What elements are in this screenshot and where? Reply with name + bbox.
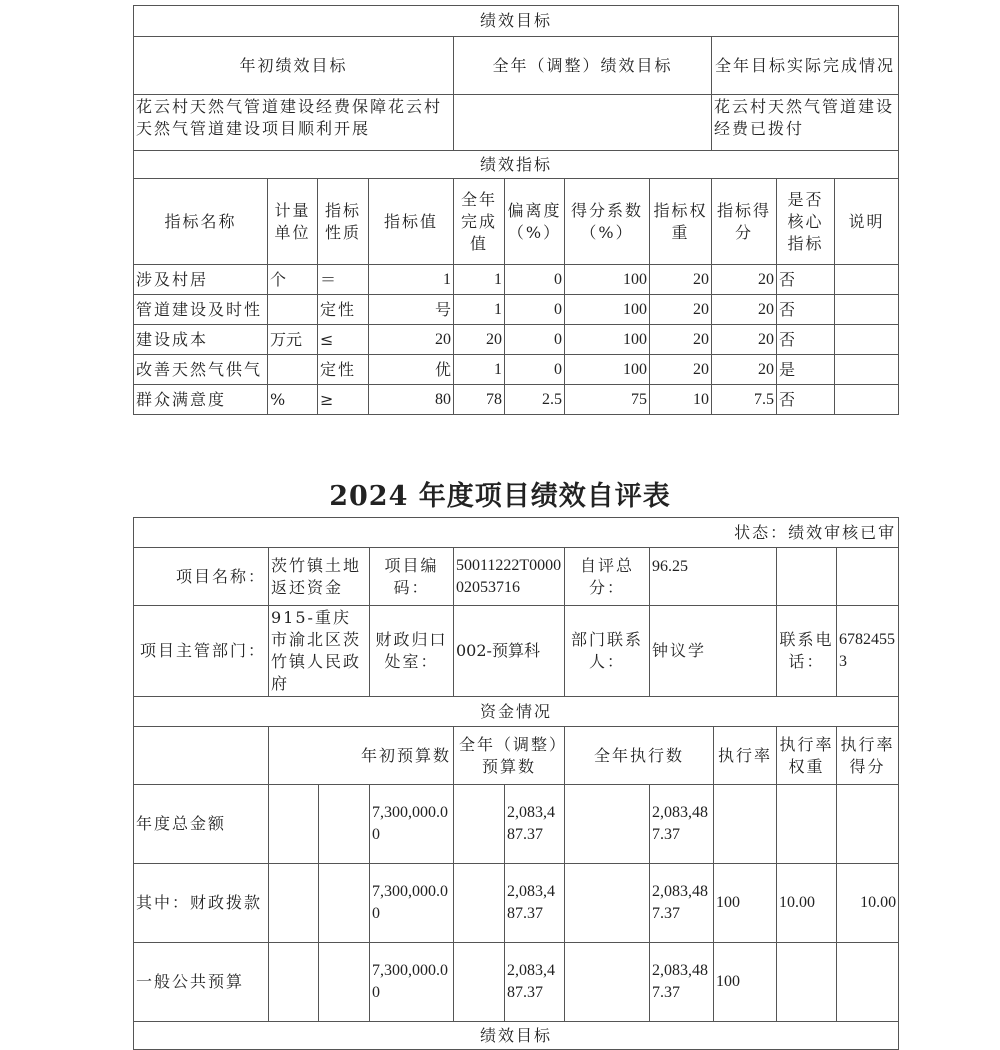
indicator-name: 改善天然气供气	[134, 355, 268, 385]
fund-initial: 7,300,000.00	[370, 785, 454, 864]
indicator-unit	[268, 355, 318, 385]
header-core: 是否核心指标	[777, 179, 835, 265]
indicator-coefficient: 100	[565, 295, 650, 325]
fund-executed: 2,083,487.37	[650, 785, 714, 864]
dept-value: 915-重庆市渝北区茨竹镇人民政府	[269, 606, 370, 697]
indicator-deviation: 0	[505, 355, 565, 385]
phone-value: 67824553	[837, 606, 899, 697]
indicator-unit	[268, 295, 318, 325]
indicator-coefficient: 100	[565, 355, 650, 385]
header-note: 说明	[835, 179, 899, 265]
indicator-target: 号	[369, 295, 454, 325]
finance-value: 002-预算科	[454, 606, 565, 697]
header-weight: 指标权重	[650, 179, 712, 265]
fund-row-label: 一般公共预算	[134, 943, 269, 1022]
indicator-nature: ＝	[318, 265, 369, 295]
indicator-weight: 20	[650, 295, 712, 325]
indicator-nature: ≤	[318, 325, 369, 355]
empty-cell	[565, 785, 650, 864]
empty-cell	[319, 943, 370, 1022]
header-done: 全年完成值	[454, 179, 505, 265]
dept-label: 项目主管部门：	[134, 606, 269, 697]
table-row	[134, 785, 899, 864]
fund-row-label: 其中：财政拨款	[134, 864, 269, 943]
indicator-done: 1	[454, 355, 505, 385]
indicator-note	[835, 325, 899, 355]
empty-cell	[319, 864, 370, 943]
fund-initial: 7,300,000.00	[370, 864, 454, 943]
fund-rate: 100	[714, 943, 777, 1022]
table-row	[134, 295, 899, 325]
fund-executed: 2,083,487.37	[650, 943, 714, 1022]
fund-row-label: 年度总金额	[134, 785, 269, 864]
fund-rate-score	[837, 943, 899, 1022]
empty-cell	[269, 943, 319, 1022]
indicator-weight: 20	[650, 355, 712, 385]
indicator-deviation: 0	[505, 265, 565, 295]
status-label: 状态：绩效审核已审	[134, 518, 899, 548]
indicator-score: 7.5	[712, 385, 777, 415]
indicator-name: 群众满意度	[134, 385, 268, 415]
header-indicator-name: 指标名称	[134, 179, 268, 265]
indicator-note	[835, 265, 899, 295]
header-rate-weight: 执行率权重	[777, 727, 837, 785]
indicator-unit: %	[268, 385, 318, 415]
indicator-name: 建设成本	[134, 325, 268, 355]
indicator-nature: 定性	[318, 295, 369, 325]
indicator-core: 否	[777, 295, 835, 325]
adjusted-goal-header: 全年（调整）绩效目标	[454, 37, 712, 95]
project-name-value: 茨竹镇土地返还资金	[269, 548, 370, 606]
initial-goal-header: 年初绩效目标	[134, 37, 454, 95]
goals-footer-header: 绩效目标	[134, 1022, 899, 1050]
empty-cell	[565, 943, 650, 1022]
indicator-score: 20	[712, 265, 777, 295]
indicator-note	[835, 385, 899, 415]
page-title: 2024 年度项目绩效自评表	[329, 481, 671, 512]
table-row	[134, 943, 899, 1022]
indicator-deviation: 2.5	[505, 385, 565, 415]
empty-cell	[565, 864, 650, 943]
performance-indicator-table	[133, 5, 899, 415]
indicator-name: 涉及村居	[134, 265, 268, 295]
indicator-nature: 定性	[318, 355, 369, 385]
indicator-target: 1	[369, 265, 454, 295]
header-rate-score: 执行率得分	[837, 727, 899, 785]
indicator-score: 20	[712, 295, 777, 325]
empty-cell	[454, 943, 505, 1022]
header-deviation: 偏离度（%）	[505, 179, 565, 265]
fund-executed: 2,083,487.37	[650, 864, 714, 943]
empty-cell	[454, 785, 505, 864]
indicator-nature: ≥	[318, 385, 369, 415]
header-executed: 全年执行数	[565, 727, 714, 785]
header-nature: 指标性质	[318, 179, 369, 265]
header-score: 指标得分	[712, 179, 777, 265]
indicator-weight: 10	[650, 385, 712, 415]
goals-section-header: 绩效目标	[134, 6, 899, 37]
funds-section-header: 资金情况	[134, 697, 899, 727]
self-score-value: 96.25	[650, 548, 777, 606]
indicator-deviation: 0	[505, 295, 565, 325]
indicator-target: 20	[369, 325, 454, 355]
indicator-done: 78	[454, 385, 505, 415]
contact-label: 部门联系人：	[565, 606, 650, 697]
indicator-name: 管道建设及时性	[134, 295, 268, 325]
indicator-done: 1	[454, 265, 505, 295]
fund-adjusted: 2,083,487.37	[505, 785, 565, 864]
actual-goal-header: 全年目标实际完成情况	[712, 37, 899, 95]
indicator-done: 20	[454, 325, 505, 355]
indicator-weight: 20	[650, 265, 712, 295]
table-row	[134, 325, 899, 355]
project-name-label: 项目名称：	[134, 548, 269, 606]
fund-adjusted: 2,083,487.37	[505, 943, 565, 1022]
initial-goal-text: 花云村天然气管道建设经费保障花云村天然气管道建设项目顺利开展	[134, 95, 454, 151]
header-rate: 执行率	[714, 727, 777, 785]
fund-rate-weight	[777, 785, 837, 864]
header-target: 指标值	[369, 179, 454, 265]
indicator-score: 20	[712, 355, 777, 385]
empty-cell	[837, 548, 899, 606]
table-row	[134, 385, 899, 415]
fund-rate-weight: 10.00	[777, 864, 837, 943]
indicator-done: 1	[454, 295, 505, 325]
indicator-coefficient: 100	[565, 325, 650, 355]
empty-cell	[777, 548, 837, 606]
self-score-label: 自评总分：	[565, 548, 650, 606]
indicators-section-header: 绩效指标	[134, 151, 899, 179]
indicator-score: 20	[712, 325, 777, 355]
indicator-coefficient: 100	[565, 265, 650, 295]
fund-initial: 7,300,000.00	[370, 943, 454, 1022]
phone-label: 联系电话：	[777, 606, 837, 697]
empty-cell	[134, 727, 269, 785]
indicator-unit: 万元	[268, 325, 318, 355]
fund-adjusted: 2,083,487.37	[505, 864, 565, 943]
actual-goal-text: 花云村天然气管道建设经费已拨付	[712, 95, 899, 151]
indicator-core: 否	[777, 385, 835, 415]
indicator-core: 否	[777, 265, 835, 295]
indicator-target: 80	[369, 385, 454, 415]
fund-rate-weight	[777, 943, 837, 1022]
indicator-deviation: 0	[505, 325, 565, 355]
indicator-unit: 个	[268, 265, 318, 295]
empty-cell	[269, 864, 319, 943]
finance-label: 财政归口处室：	[370, 606, 454, 697]
indicator-coefficient: 75	[565, 385, 650, 415]
empty-cell	[454, 864, 505, 943]
header-adjusted-budget: 全年（调整）预算数	[454, 727, 565, 785]
indicator-core: 否	[777, 325, 835, 355]
indicator-weight: 20	[650, 325, 712, 355]
fund-rate	[714, 785, 777, 864]
table-row	[134, 864, 899, 943]
fund-rate-score	[837, 785, 899, 864]
fund-rate: 100	[714, 864, 777, 943]
indicator-target: 优	[369, 355, 454, 385]
empty-cell	[269, 785, 319, 864]
project-self-evaluation-table	[133, 517, 899, 1050]
indicator-core: 是	[777, 355, 835, 385]
table-row	[134, 355, 899, 385]
project-code-label: 项目编码：	[370, 548, 454, 606]
adjusted-goal-text	[454, 95, 712, 151]
fund-rate-score: 10.00	[837, 864, 899, 943]
indicator-note	[835, 295, 899, 325]
indicator-note	[835, 355, 899, 385]
empty-cell	[319, 785, 370, 864]
header-coefficient: 得分系数（%）	[565, 179, 650, 265]
project-code-value: 50011222T000002053716	[454, 548, 565, 606]
header-initial-budget: 年初预算数	[269, 727, 454, 785]
header-unit: 计量单位	[268, 179, 318, 265]
table-row	[134, 265, 899, 295]
contact-value: 钟议学	[650, 606, 777, 697]
